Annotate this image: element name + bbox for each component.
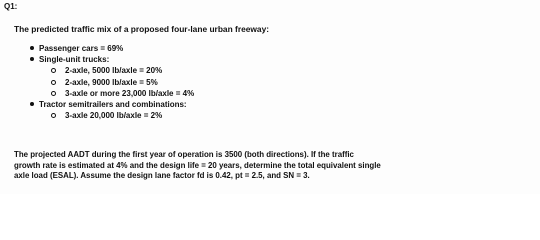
traffic-mix-list xyxy=(30,43,194,121)
list-item-label: Passenger cars = 69% xyxy=(39,44,124,53)
problem-line-2: growth rate is estimated at 4% and the design life = 20 years, determine the total equivalent single xyxy=(14,160,381,170)
sub-item-3-axle-23000: 3-axle or more 23,000 lb/axle = 4% xyxy=(49,88,194,99)
list-item-tractor-semitrailers xyxy=(30,99,194,121)
problem-line-3: axle load (ESAL). Assume the design lane factor fd is 0.42, pt = 2.5, and SN = 3. xyxy=(14,171,310,181)
list-item-label: Tractor semitrailers and combinations: xyxy=(39,100,187,110)
list-item-single-unit-trucks xyxy=(30,54,194,99)
sub-item-2-axle-9000: 2-axle, 9000 lb/axle = 5% xyxy=(49,77,194,88)
problem-line-1: The projected AADT during the first year of operation is 3500 (both directions). If the traffic xyxy=(14,150,354,159)
question-number: Q1: xyxy=(4,2,18,11)
sub-item-2-axle-5000: 2-axle, 5000 lb/axle = 20% xyxy=(49,65,194,76)
list-item-passenger-cars xyxy=(30,43,194,54)
problem-statement xyxy=(14,150,529,182)
single-unit-trucks-sublist xyxy=(39,65,194,99)
traffic-mix-intro: The predicted traffic mix of a proposed four-lane urban freeway: xyxy=(14,24,270,34)
list-item-label: Single-unit trucks: xyxy=(39,55,110,65)
sub-item-3-axle-20000: 3-axle 20,000 lb/axle = 2% xyxy=(49,110,194,121)
tractor-semitrailers-sublist xyxy=(39,110,194,121)
